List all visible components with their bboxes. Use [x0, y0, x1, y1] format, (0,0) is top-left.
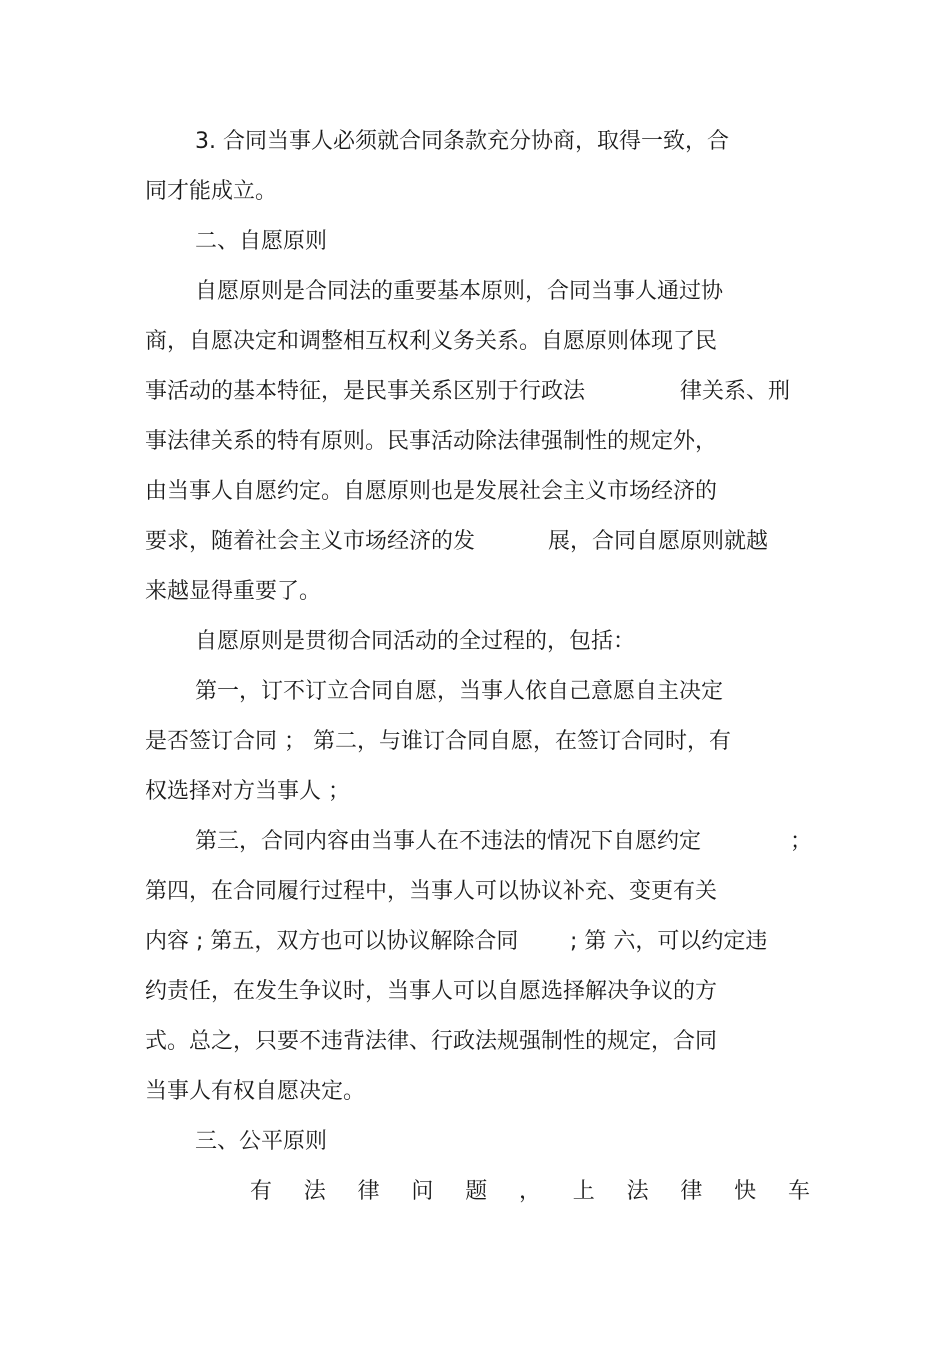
- paragraph-line: 来越显得重要了。: [145, 579, 322, 604]
- paragraph-line: 自愿原则是合同法的重要基本原则，合同当事人通过协: [195, 279, 724, 304]
- footer-char: 法: [303, 1179, 326, 1204]
- footer-char: 有: [250, 1179, 273, 1204]
- footer-slogan: [250, 1174, 810, 1210]
- paragraph-line: 事法律关系的特有原则。民事活动除法律强制性的规定外，: [145, 429, 718, 454]
- footer-char: 题: [465, 1179, 488, 1204]
- paragraph-line: 当事人有权自愿决定。: [145, 1079, 366, 1104]
- paragraph-line: 律关系、刑: [680, 379, 791, 404]
- section-heading: 三、公平原则: [195, 1129, 328, 1154]
- paragraph-line: 是否签订合同 ； 第二，与谁订合同自愿，在签订合同时，有: [145, 729, 731, 754]
- footer-char: 快: [734, 1179, 757, 1204]
- footer-char: 上: [572, 1179, 595, 1204]
- footer-char: 律: [680, 1179, 703, 1204]
- paragraph-line: 第四，在合同履行过程中，当事人可以协议补充、变更有关: [145, 879, 718, 904]
- paragraph-line: ；: [790, 829, 813, 854]
- paragraph-line: 式。总之，只要不违背法律、行政法规强制性的规定，合同: [145, 1029, 718, 1054]
- paragraph-line: 由当事人自愿约定。自愿原则也是发展社会主义市场经济的: [145, 479, 718, 504]
- paragraph-line: 要求，随着社会主义市场经济的发: [145, 529, 476, 554]
- paragraph-line: 商，自愿决定和调整相互权利义务关系。自愿原则体现了民: [145, 329, 718, 354]
- paragraph-line: 权选择对方当事人 ；: [145, 779, 350, 804]
- footer-char: 车: [787, 1179, 810, 1204]
- paragraph-line: ; 第 六，可以约定违: [570, 929, 768, 954]
- paragraph-line: 约责任，在发生争议时，当事人可以自愿选择解决争议的方: [145, 979, 718, 1004]
- paragraph-line: 第三，合同内容由当事人在不违法的情况下自愿约定: [195, 829, 702, 854]
- paragraph-line: 展，合同自愿原则就越: [548, 529, 769, 554]
- footer-char: 问: [411, 1179, 434, 1204]
- footer-char: ，: [518, 1179, 541, 1204]
- paragraph-line: 3. 合同当事人必须就合同条款充分协商，取得一致，合: [195, 129, 729, 154]
- paragraph-line: 第一，订不订立合同自愿，当事人依自己意愿自主决定: [195, 679, 724, 704]
- footer-char: 法: [626, 1179, 649, 1204]
- paragraph-line: 自愿原则是贯彻合同活动的全过程的，包括：: [195, 629, 636, 654]
- section-heading: 二、自愿原则: [195, 229, 328, 254]
- paragraph-line: 事活动的基本特征，是民事关系区别于行政法: [145, 379, 586, 404]
- paragraph-line: 同才能成立。: [145, 179, 278, 204]
- paragraph-line: 内容 ; 第五，双方也可以协议解除合同: [145, 929, 519, 954]
- footer-char: 律: [357, 1179, 380, 1204]
